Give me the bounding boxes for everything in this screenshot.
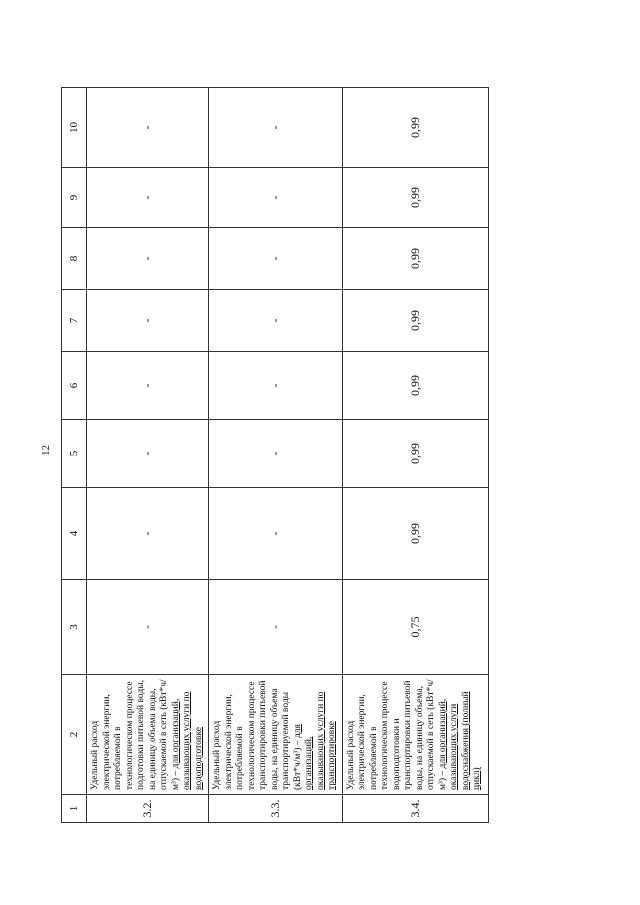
value-cell: -: [209, 420, 343, 488]
value-cell: -: [209, 88, 343, 168]
value-cell: 0,99: [342, 488, 488, 580]
value-cell: 0,75: [342, 580, 488, 675]
row-description: [209, 675, 343, 795]
header-cell: 9: [62, 168, 87, 228]
value-cell: -: [209, 580, 343, 675]
value-cell: -: [87, 88, 209, 168]
header-cell: 2: [62, 675, 87, 795]
description-underlined: для организаций, оказывающих услуги по транспортировке: [292, 691, 337, 790]
description-underlined: для организаций, оказывающих услуги по водоподготовке: [170, 691, 204, 790]
value-cell: -: [87, 228, 209, 290]
value-cell: -: [87, 168, 209, 228]
row-number: 3.4.: [342, 795, 488, 823]
header-cell: 6: [62, 352, 87, 420]
row-description: [87, 675, 209, 795]
row-number: 3.2.: [87, 795, 209, 823]
value-cell: -: [87, 420, 209, 488]
value-cell: 0,99: [342, 290, 488, 352]
value-cell: 0,99: [342, 88, 488, 168]
value-cell: -: [209, 290, 343, 352]
indicators-table: [61, 87, 489, 823]
table-header-row: [62, 88, 87, 823]
value-cell: 0,99: [342, 420, 488, 488]
header-cell: 8: [62, 228, 87, 290]
value-cell: -: [87, 290, 209, 352]
header-cell: 3: [62, 580, 87, 675]
value-cell: -: [87, 580, 209, 675]
header-cell: 7: [62, 290, 87, 352]
value-cell: 0,99: [342, 168, 488, 228]
description-underlined: для организаций, оказывающих услуги водоснабжения (полный цикл): [437, 691, 482, 790]
description-text: Удельный расход электрической энергии, потребляемой в технологическом процессе водоподготовки и транспортировки питьевой воды, на единицу объема, отпускаемой в сеть (кВт*ч/м³) –: [345, 679, 448, 790]
value-cell: 0,99: [342, 352, 488, 420]
table-row: [209, 88, 343, 823]
description-text: Удельный расход электрической энергии, потребляемой в технологическом процессе транспортировки питьевой воды, на единицу объема транспортируемой воды (кВт*ч/м³) –: [212, 680, 303, 790]
row-description: [342, 675, 488, 795]
value-cell: -: [209, 168, 343, 228]
document-table-container: [61, 88, 482, 823]
header-cell: 5: [62, 420, 87, 488]
value-cell: -: [209, 228, 343, 290]
value-cell: -: [87, 352, 209, 420]
header-cell: 4: [62, 488, 87, 580]
value-cell: 0,99: [342, 228, 488, 290]
table-row: [87, 88, 209, 823]
value-cell: -: [87, 488, 209, 580]
header-cell: 10: [62, 88, 87, 168]
header-cell: 1: [62, 795, 87, 823]
value-cell: -: [209, 488, 343, 580]
page-number-text: 12: [40, 445, 52, 456]
table-row: [342, 88, 488, 823]
row-number: 3.3.: [209, 795, 343, 823]
description-text: Удельный расход электрической энергии, потребляемой в технологическом процессе подготовки питьевой воды, на единицу объема воды, отпускаемой в сеть (кВт*ч/м³) –: [90, 679, 181, 790]
value-cell: -: [209, 352, 343, 420]
